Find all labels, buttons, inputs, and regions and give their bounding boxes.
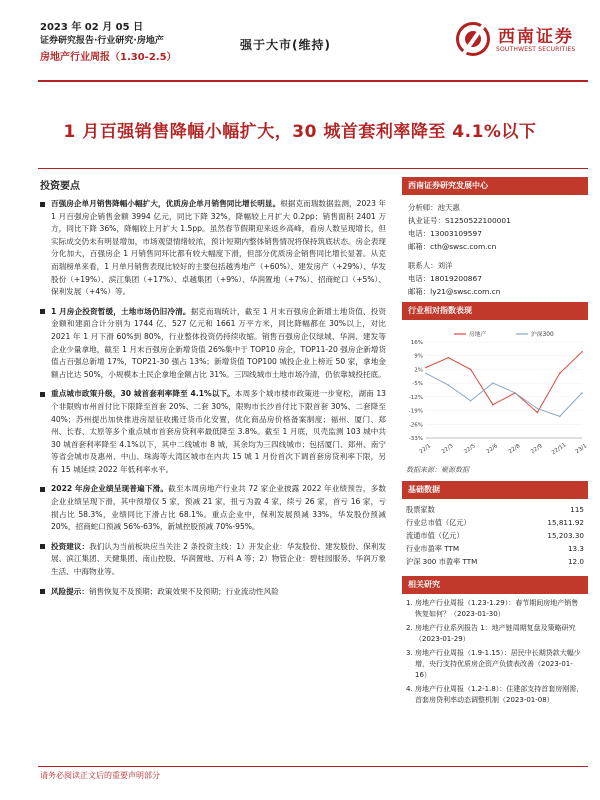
- y-tick-label: -33%: [408, 436, 423, 442]
- related-item-number: 2.: [406, 624, 413, 632]
- analyst-email[interactable]: 邮箱：cth@swsc.com.cn: [408, 242, 497, 251]
- data-point: [559, 373, 561, 375]
- analyst-cert: 执业证号：S1250522100001: [408, 216, 511, 225]
- related-item-number: 1.: [406, 599, 413, 607]
- x-tick-label: 23/1: [574, 443, 588, 456]
- y-tick-label: 16%: [410, 340, 423, 346]
- x-tick-label: 22/1: [418, 443, 433, 456]
- data-point: [492, 404, 494, 406]
- research-team-header: 西南证券研究发展中心: [402, 177, 588, 195]
- data-point: [447, 384, 449, 386]
- report-category: 证券研究报告·行业研究·房地产: [40, 36, 164, 46]
- related-item-number: 3.: [406, 649, 413, 657]
- report-title: 1 月百强销售降幅小幅扩大，30 城首套利率降至 4.1%以下: [63, 122, 537, 142]
- key-point: [40, 306, 386, 382]
- logo-mark-icon: [456, 22, 490, 56]
- key-point-lead: 重点城市政策升级，30 城首套利率降至 4.1%以下。: [51, 389, 235, 399]
- row-label: 行业总市值（亿元）: [406, 518, 471, 527]
- data-point: [425, 373, 427, 375]
- sidebar: [402, 177, 588, 709]
- logo-name-cn: 西南证券: [498, 27, 574, 47]
- key-point: [40, 586, 386, 599]
- basic-data-header: 基础数据: [402, 481, 588, 499]
- table-row: [402, 555, 588, 568]
- data-point: [514, 392, 516, 394]
- y-tick-label: -5%: [412, 381, 423, 388]
- analyst-phone: 电话：13003109597: [408, 229, 482, 238]
- data-point: [447, 357, 449, 359]
- table-row: [402, 516, 588, 529]
- related-research-header: 相关研究: [402, 576, 588, 594]
- table-row: [402, 542, 588, 555]
- data-point: [425, 367, 427, 369]
- key-point-lead: 2022 年房企业绩呈现普遍下滑。: [51, 484, 169, 494]
- legend-label: 沪深300: [531, 332, 554, 338]
- y-tick-label: -26%: [408, 422, 423, 429]
- related-item[interactable]: [406, 623, 584, 645]
- analyst-info: [402, 195, 588, 302]
- industry-rating: 强于大市(维持): [240, 38, 331, 52]
- legend-label: 房地产: [469, 332, 487, 338]
- data-point: [537, 412, 539, 414]
- key-points: [40, 198, 386, 598]
- key-point-lead: 投资建议：: [51, 541, 90, 551]
- data-point: [559, 416, 561, 418]
- y-tick-label: 2%: [414, 367, 423, 374]
- y-tick-label: -12%: [408, 394, 423, 401]
- title-divider: [38, 168, 588, 169]
- header-divider: [38, 80, 588, 82]
- key-point: [40, 541, 386, 579]
- basic-data-table: [402, 503, 588, 568]
- related-item-text: 房地产行业周报（1.2-1.8）：住建部支持首套房刚需，首套房贷利率动态调整机制（2023-01-08）: [415, 685, 584, 704]
- key-point-lead: 百强房企单月销售降幅小幅扩大，优质房企单月销售同比增长明显。: [51, 199, 281, 208]
- contact-email[interactable]: 邮箱：ly21@swsc.com.cn: [408, 287, 501, 296]
- index-chart: [402, 326, 588, 463]
- x-tick-label: 22/3: [440, 443, 455, 456]
- related-item[interactable]: [406, 648, 584, 681]
- row-value: 12.0: [567, 557, 584, 566]
- key-point-body: 我们认为当前板块应当关注 2 条投资主线：1）开发企业：华发股份、建发股份、保利发展、滨江集团、天健集团、南山控股、华润置地、万科 A 等；2）物管企业：碧桂园服务、华润万象生活、中海物业等。: [51, 541, 386, 577]
- logo-name-en: SOUTHWEST SECURITIES: [496, 46, 576, 53]
- key-point: [40, 483, 386, 533]
- contact-name: 联系人：刘洋: [408, 261, 453, 270]
- related-research-list: [402, 594, 588, 706]
- data-point: [581, 351, 583, 353]
- row-label: 沪深 300 市盈率 TTM: [406, 557, 478, 566]
- company-logo: [456, 20, 586, 72]
- bullet-icon: [40, 487, 45, 492]
- key-point-lead: 风险提示：: [51, 586, 89, 596]
- contact-phone: 电话：18019200867: [408, 274, 482, 283]
- key-point-body: 销售恢复不及预期；政策效果不及预期；行业流动性风险: [88, 586, 279, 596]
- key-point-body: 本周多个城市楼市政策进一步宽松，湖南 13 个非限购市州首付比下限降至首套 20%、二套 30%，限购市长沙首付比下限首套 30%、二套降至 40%；苏州提出加快推进房屋征收搬迁货币化安置，优化商品房价格备案制度；福州、厦门、郑州、长春、太原等多个重点城市首套房贷利率最低降至 3.8%。截至 1 月底，贝壳监测 103 城中共 30 城首套利率降至 4.1%以下，其中二线城市 8 城，其余均为三四线城市；包括厦门、郑州、南宁等省会城市及惠州、中山、珠海等大湾区城市在内共 15 城 1 月份首次下调首套房贷利率下限，另有 15 城延续 2022 年低利率水平。: [51, 389, 386, 474]
- index-chart-header: 行业相对指数表现: [402, 302, 588, 320]
- key-point-body: 截至本周房地产行业共 72 家企业披露 2022 年业绩预告，多数企业业绩呈现下滑，其中预增仅 5 家，预减 21 家，扭亏为盈 4 家，续亏 26 家，首亏 16 家，亏损占比 58.3%，业绩同比下滑占比 68.1%。重点企业中，保利发展预减 33%，华发股份预减 20%，招商蛇口预减 56%-63%，新城控股预减 70%-95%。: [51, 484, 386, 532]
- related-item-text: 房地产行业周报（1.23-1.29）：春节期间房地产销售恢复如何？（2023-01-30）: [415, 599, 579, 618]
- data-point: [470, 369, 472, 371]
- report-date: 2023 年 02 月 05 日: [40, 22, 144, 33]
- bullet-icon: [40, 202, 45, 207]
- bullet-icon: [40, 589, 45, 594]
- x-tick-label: 22/9: [530, 443, 544, 456]
- y-tick-label: -19%: [408, 408, 423, 415]
- bullet-icon: [40, 544, 45, 549]
- y-tick-label: 9%: [414, 353, 423, 360]
- x-tick-label: 22/11: [550, 442, 568, 457]
- bullet-icon: [40, 309, 45, 314]
- data-point: [581, 392, 583, 394]
- footer-divider: [38, 766, 588, 767]
- section-title: 投资要点: [40, 181, 80, 192]
- main-content: [40, 177, 386, 605]
- key-point-body: 据克而瑞统计，截至 1 月末百强房企新增土地货值、投资金额和建面合计分别为 1744 亿、527 亿元和 1661 万平方米，同比降幅都在 30%以上，对比 2021 年 1 月下滑 60%到 80%，行业整体投资仍持续收缩。销售百强房企仅绿城、华润、建发等企业少量拿地，截至 1 月末百强房企新增货值 26%集中于 TOP10 房企，TOP11-20 强房企新增货值占百强总新增 17%，TOP21-30 强占 13%；新增货值 TOP100 城投企业上榜近 50 家，拿地金额占比达 50%，小规模本土民企拿地金额占比 31%。三四线城市土地市场冷清，仍依靠城投托底。: [51, 306, 386, 379]
- index-chart-svg: [402, 326, 588, 463]
- related-item-text: 房地产行业系列报告 1：地产链周期复盘及策略研究（2023-01-29）: [415, 624, 576, 643]
- row-value: 15,203.30: [547, 531, 584, 540]
- x-tick-label: 22/5: [463, 443, 477, 456]
- series-line-1: [426, 373, 582, 416]
- chart-source: 数据来源：聚源数据: [406, 466, 469, 474]
- key-point-lead: 1 月房企投资暂缓，土地市场仍旧冷清。: [51, 306, 191, 316]
- data-point: [492, 382, 494, 384]
- row-label: 股票家数: [406, 505, 435, 514]
- key-point: [40, 388, 386, 476]
- series-line-0: [426, 352, 582, 413]
- row-value: 13.3: [567, 544, 584, 553]
- report-series: 房地产行业周报（1.30-2.5）: [40, 52, 177, 63]
- bullet-icon: [40, 392, 45, 397]
- x-tick-label: 22/8: [507, 443, 522, 456]
- row-value: 115: [570, 505, 584, 514]
- analyst-name: 分析师：池天惠: [408, 203, 460, 212]
- related-item-text: 房地产行业周报（1.9-1.15）：居民中长期贷款大幅少增，央行支持优质房企资产负债表改善（2023-01-16）: [415, 649, 581, 679]
- related-item-number: 4.: [406, 685, 413, 693]
- key-point-body: 根据克而瑞数据监测，2023 年 1 月百强房企销售金额 3994 亿元，同比下降 32%，降幅较上月扩大 0.2pp；销售面积 2401 万方，同比下降 36%，降幅较上月扩大 1.5pp。虽然春节假期迎来返乡高峰，看房人数呈现增长，但实际成交仍未有明显增加，市场观望情绪较浓，预计短期内整体销售情况将保持筑底状态。房企表现分化加大，百强房企 1 月销售同环比都有较大幅度下滑，但部分优质房企销售同比增长显著。从克而瑞榜单来看，1 月单月销售表现比较好的主要包括越秀地产（+60%）、建发房产（+29%）、华发股份（+19%）、滨江集团（+17%）、卓越集团（+9%）、华润置地（+7%）、招商蛇口（+5%）、保利发展（+4%）等。: [51, 199, 386, 297]
- data-point: [537, 408, 539, 410]
- row-value: 15,811.92: [547, 518, 584, 527]
- row-label: 流通市值（亿元）: [406, 531, 464, 540]
- row-label: 行业市盈率 TTM: [406, 544, 460, 553]
- disclaimer-footer: 请务必阅读正文后的重要声明部分: [40, 771, 160, 780]
- data-point: [470, 400, 472, 402]
- table-row: [402, 529, 588, 542]
- x-tick-label: 22/6: [485, 443, 500, 456]
- table-row: [402, 503, 588, 516]
- related-item[interactable]: [406, 598, 584, 620]
- related-item[interactable]: [406, 684, 584, 706]
- key-point: [40, 198, 386, 299]
